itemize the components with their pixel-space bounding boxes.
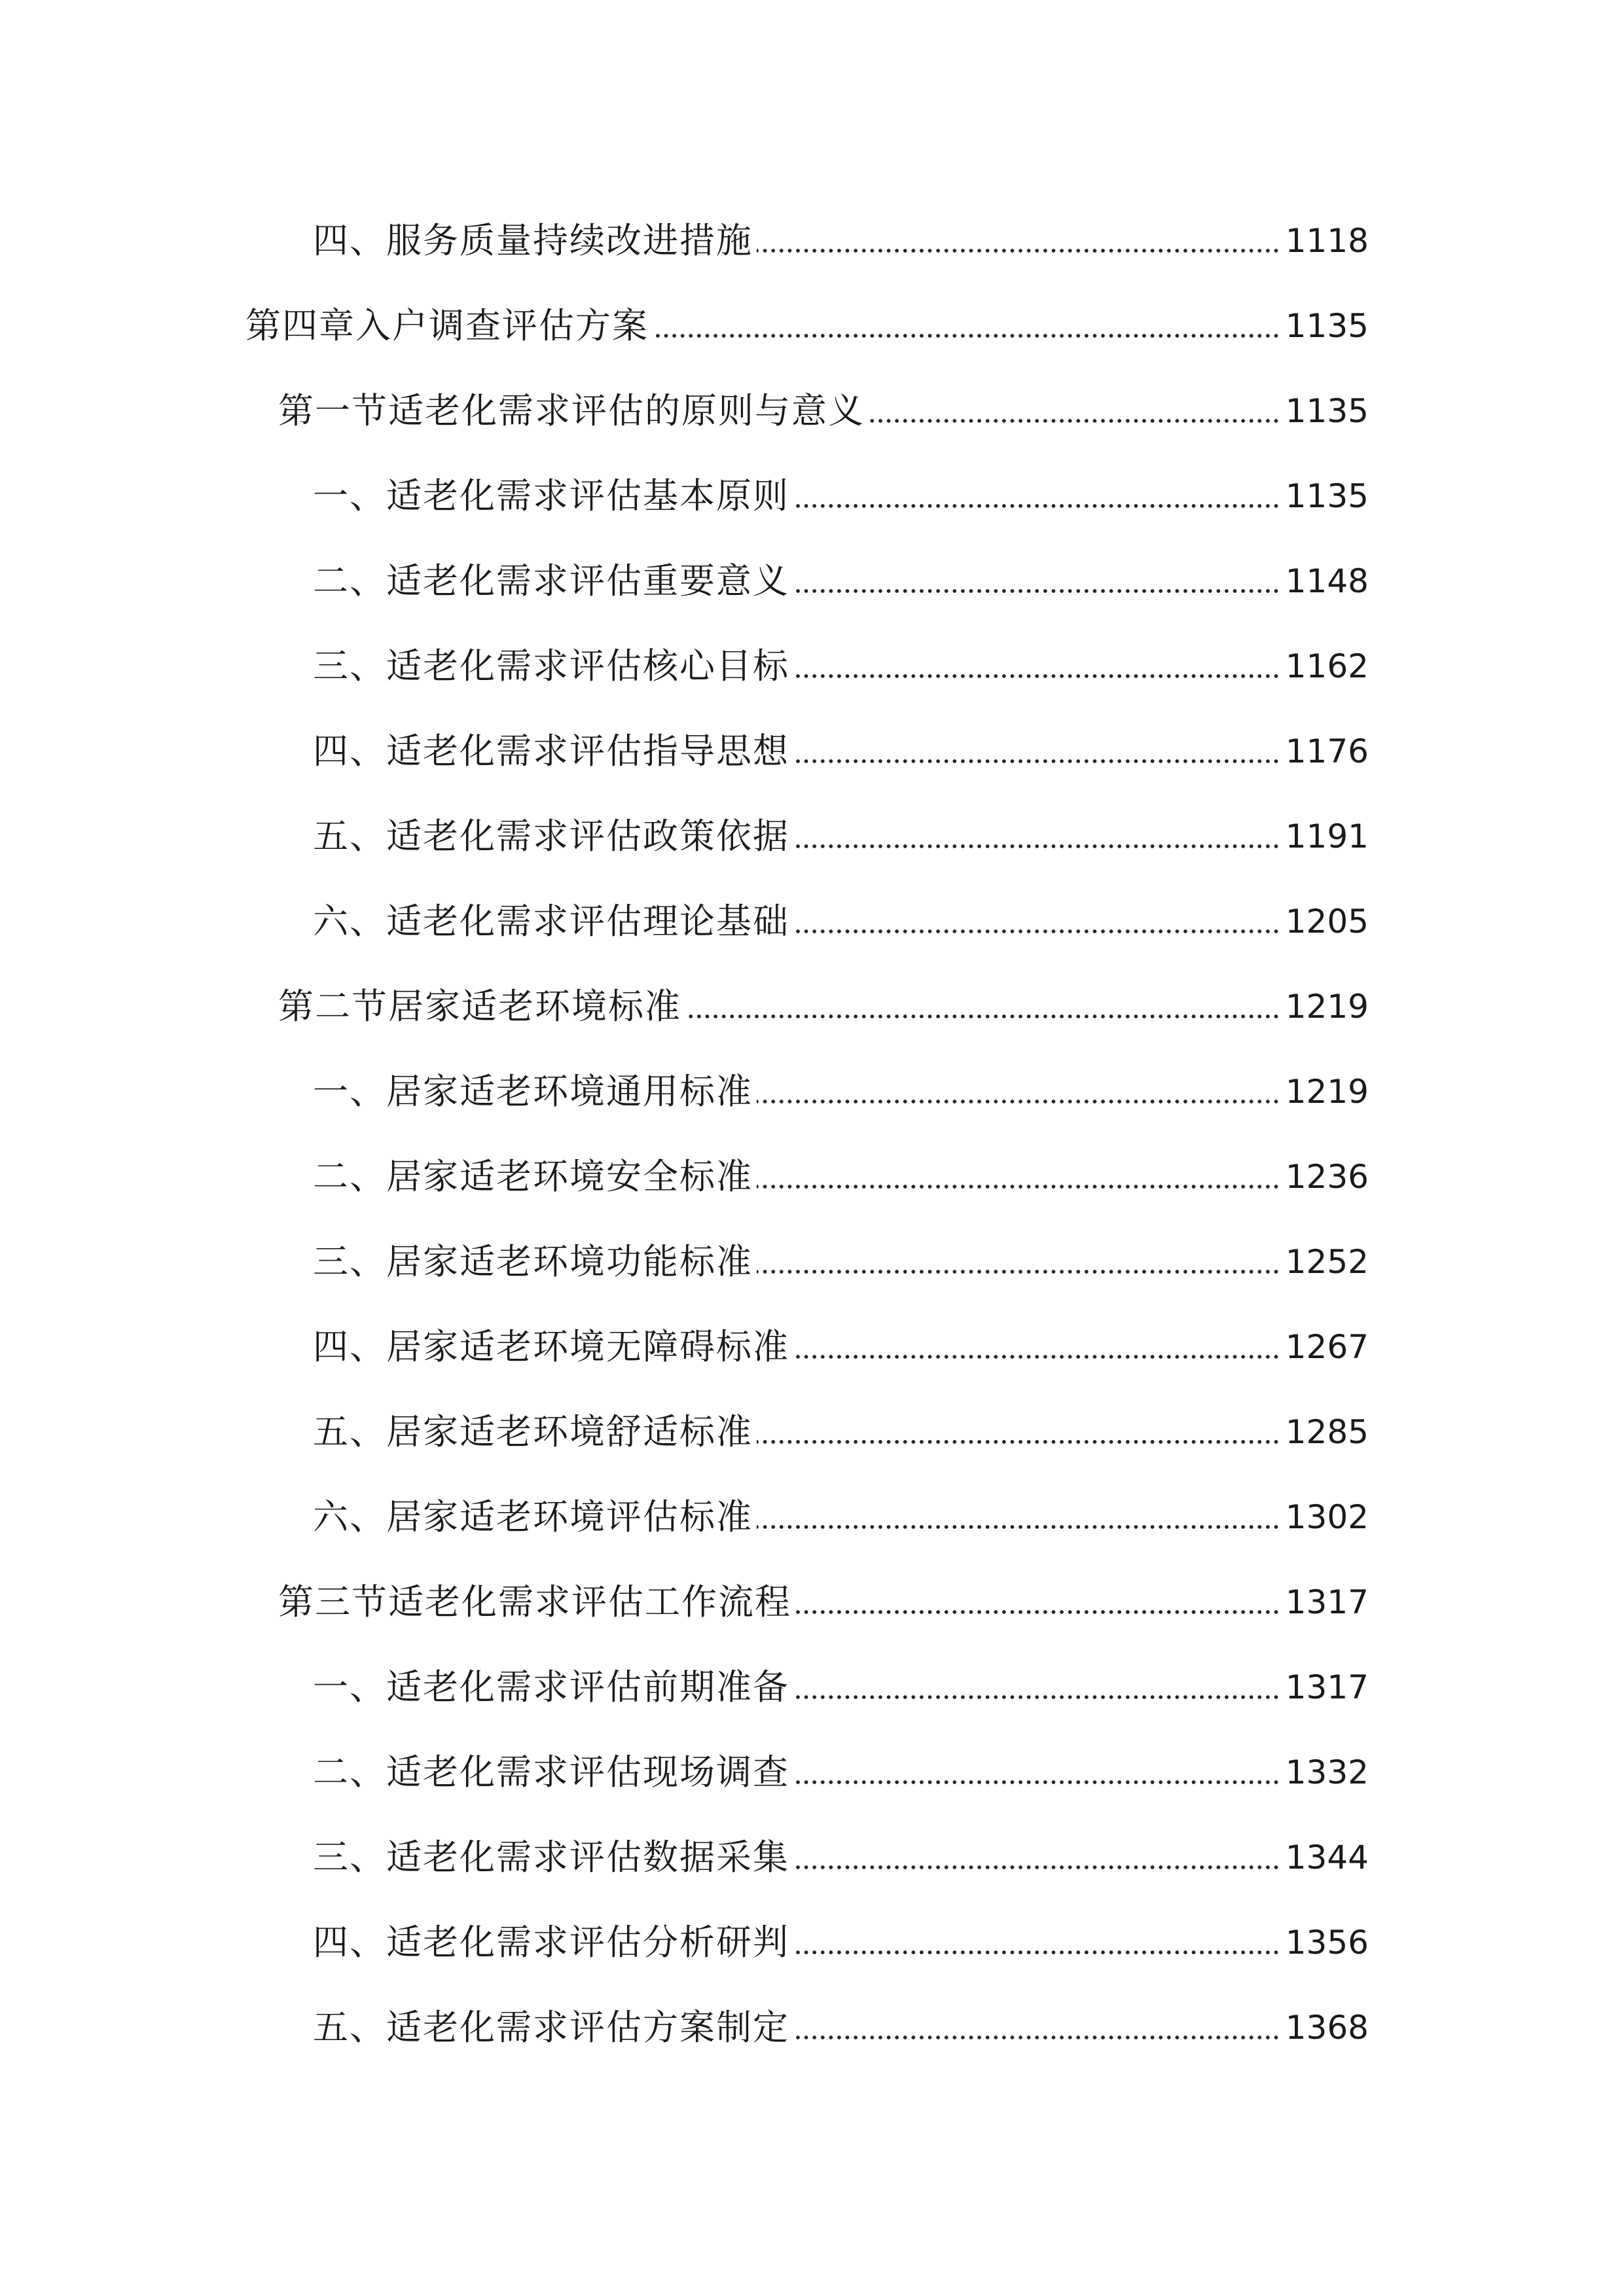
toc-entry [313, 465, 1369, 528]
toc-entry [313, 550, 1369, 613]
toc-entry-title: 六、居家适老环境评估标准 [313, 1496, 753, 1537]
toc-entry [278, 1571, 1369, 1634]
toc-entry-title: 四、适老化需求评估分析研判 [313, 1922, 789, 1963]
toc-entry [313, 635, 1369, 698]
toc-entry-page: 1368 [1285, 2009, 1369, 2047]
dot-leader [793, 588, 1280, 594]
toc-entry-title: 第二节居家适老环境标准 [278, 986, 681, 1027]
toc-entry [313, 1486, 1369, 1549]
toc-entry-title: 第一节适老化需求评估的原则与意义 [278, 390, 865, 431]
toc-entry-page: 1252 [1285, 1243, 1369, 1281]
dot-leader [793, 673, 1280, 679]
dot-leader [793, 1864, 1280, 1871]
toc-entry-title: 二、适老化需求评估重要意义 [313, 560, 789, 601]
dot-leader [793, 503, 1280, 509]
dot-leader [757, 1183, 1280, 1190]
toc-entry [313, 1911, 1369, 1974]
toc-entry [313, 1741, 1369, 1804]
toc-entry-title: 一、适老化需求评估前期准备 [313, 1666, 789, 1708]
toc-entry-page: 1135 [1285, 477, 1369, 515]
dot-leader [793, 928, 1280, 935]
dot-leader [685, 1013, 1280, 1020]
toc-entry-title: 一、适老化需求评估基本原则 [313, 475, 789, 516]
dot-leader [793, 1694, 1280, 1700]
toc-entry [278, 975, 1369, 1038]
toc-entry-title: 三、适老化需求评估核心目标 [313, 645, 789, 687]
toc-entry-title: 四、适老化需求评估指导思想 [313, 730, 789, 772]
toc-entry [313, 890, 1369, 953]
toc-entry [313, 1656, 1369, 1719]
toc-entry-title: 二、居家适老环境安全标准 [313, 1156, 753, 1197]
dot-leader [795, 1609, 1280, 1615]
dot-leader [757, 1268, 1280, 1275]
toc-entry-page: 1118 [1285, 222, 1369, 260]
toc-entry-title: 六、适老化需求评估理论基础 [313, 901, 789, 942]
toc-entry-title: 一、居家适老环境通用标准 [313, 1071, 753, 1112]
dot-leader [793, 1354, 1280, 1360]
dot-leader [757, 1439, 1280, 1445]
toc-entry-page: 1135 [1285, 307, 1369, 345]
toc-entry [278, 380, 1369, 442]
dot-leader [793, 2034, 1280, 2041]
toc-entry-page: 1317 [1285, 1583, 1369, 1621]
dot-leader [869, 418, 1280, 424]
toc-entry-page: 1356 [1285, 1924, 1369, 1962]
dot-leader [757, 1524, 1280, 1530]
toc-entry-page: 1205 [1285, 903, 1369, 941]
toc-entry [313, 720, 1369, 783]
toc-entry [313, 1060, 1369, 1123]
dot-leader [793, 843, 1280, 850]
toc-entry-page: 1191 [1285, 817, 1369, 855]
toc-entry [245, 295, 1369, 357]
toc-entry-page: 1302 [1285, 1498, 1369, 1536]
dot-leader [757, 1098, 1280, 1105]
toc-entry [313, 1230, 1369, 1293]
toc-entry-page: 1344 [1285, 1839, 1369, 1876]
toc-entry-page: 1236 [1285, 1158, 1369, 1196]
toc-entry [313, 1826, 1369, 1889]
dot-leader [793, 1949, 1280, 1956]
toc-entry [313, 1316, 1369, 1378]
toc-entry [313, 1145, 1369, 1208]
toc-entry-page: 1219 [1285, 988, 1369, 1026]
toc-entry-page: 1135 [1285, 392, 1369, 430]
toc-entry [313, 209, 1369, 272]
toc-entry-title: 二、适老化需求评估现场调查 [313, 1751, 789, 1793]
toc-entry-title: 三、居家适老环境功能标准 [313, 1241, 753, 1282]
toc-entry-title: 五、适老化需求评估政策依据 [313, 816, 789, 857]
toc-entry-title: 五、适老化需求评估方案制定 [313, 2007, 789, 2048]
dot-leader [793, 1779, 1280, 1785]
toc-entry-title: 四、居家适老环境无障碍标准 [313, 1326, 789, 1367]
toc-entry-title: 三、适老化需求评估数据采集 [313, 1837, 789, 1878]
dot-leader [793, 758, 1280, 764]
toc-entry [313, 1996, 1369, 2059]
toc-entry-page: 1332 [1285, 1753, 1369, 1791]
dot-leader [653, 332, 1280, 339]
toc-entry [313, 1401, 1369, 1463]
toc-entry-page: 1176 [1285, 732, 1369, 770]
toc-entry-title: 四、服务质量持续改进措施 [313, 220, 753, 261]
toc-entry-title: 五、居家适老环境舒适标准 [313, 1411, 753, 1452]
toc-entry-page: 1267 [1285, 1328, 1369, 1366]
toc-entry-page: 1148 [1285, 562, 1369, 600]
toc-entry-title: 第四章入户调查评估方案 [245, 305, 649, 346]
dot-leader [757, 247, 1280, 254]
toc-entry-page: 1219 [1285, 1073, 1369, 1111]
toc-entry [313, 805, 1369, 868]
toc-entry-page: 1162 [1285, 647, 1369, 685]
toc-entry-page: 1317 [1285, 1668, 1369, 1706]
toc-entry-page: 1285 [1285, 1413, 1369, 1451]
toc-entry-title: 第三节适老化需求评估工作流程 [278, 1581, 791, 1623]
